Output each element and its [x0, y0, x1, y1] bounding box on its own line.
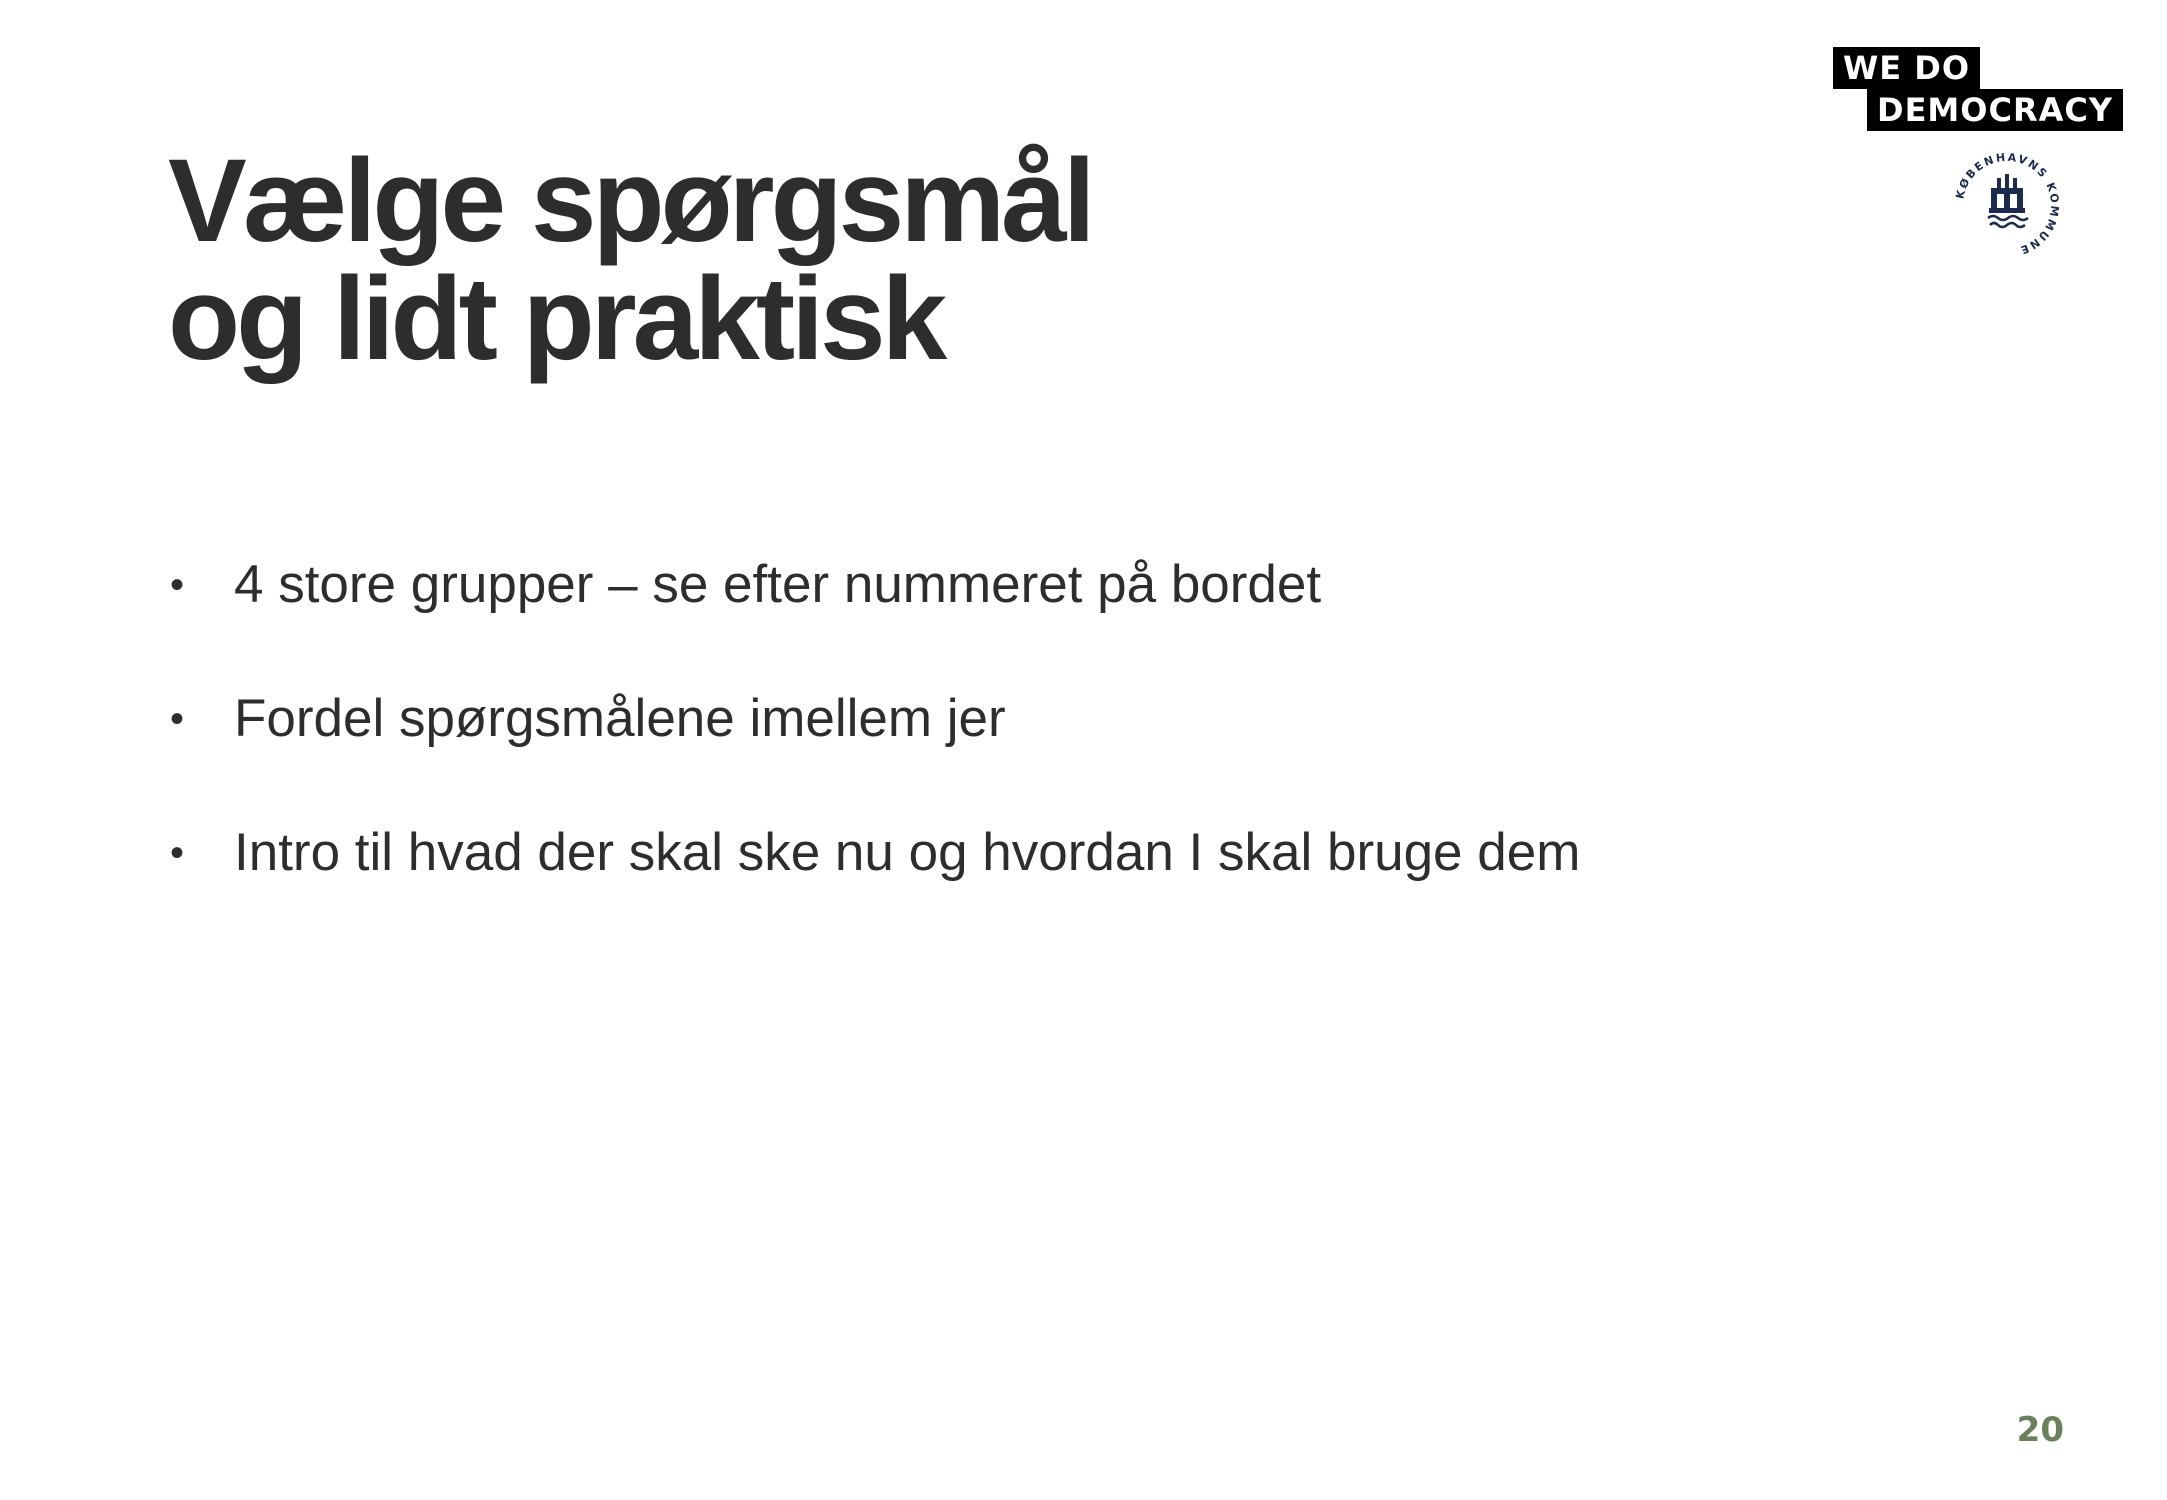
bullet-text: Intro til hvad der skal ske nu og hvordan I skal bruge dem — [234, 823, 1581, 882]
bullet-list — [168, 540, 1580, 942]
bullet-item — [168, 540, 1580, 674]
bullet-item — [168, 808, 1580, 942]
we-do-democracy-logo-line-2: DEMOCRACY — [1867, 89, 2123, 131]
kobenhavns-kommune-arc-text: KØBENHAVNS KOMMUNE — [1953, 150, 2062, 258]
bullet-text: Fordel spørgsmålene imellem jer — [234, 689, 1006, 748]
kobenhavns-kommune-logo — [1950, 148, 2064, 262]
bullet-dot-icon: • — [170, 563, 185, 607]
slide-title-line-1: Vælge spørgsmål — [168, 135, 1092, 267]
bullet-item — [168, 674, 1580, 808]
page-number: 20 — [2016, 1410, 2064, 1450]
slide-title-line-2: og lidt praktisk — [168, 253, 944, 385]
kobenhavns-kommune-emblem-icon — [1950, 148, 2064, 262]
bullet-text: 4 store grupper – se efter nummeret på bordet — [234, 555, 1322, 614]
we-do-democracy-logo — [1833, 47, 2125, 133]
bullet-dot-icon: • — [170, 697, 185, 741]
we-do-democracy-logo-line-1: WE DO — [1833, 47, 1980, 89]
slide-title — [168, 135, 1092, 385]
bullet-dot-icon: • — [170, 831, 185, 875]
